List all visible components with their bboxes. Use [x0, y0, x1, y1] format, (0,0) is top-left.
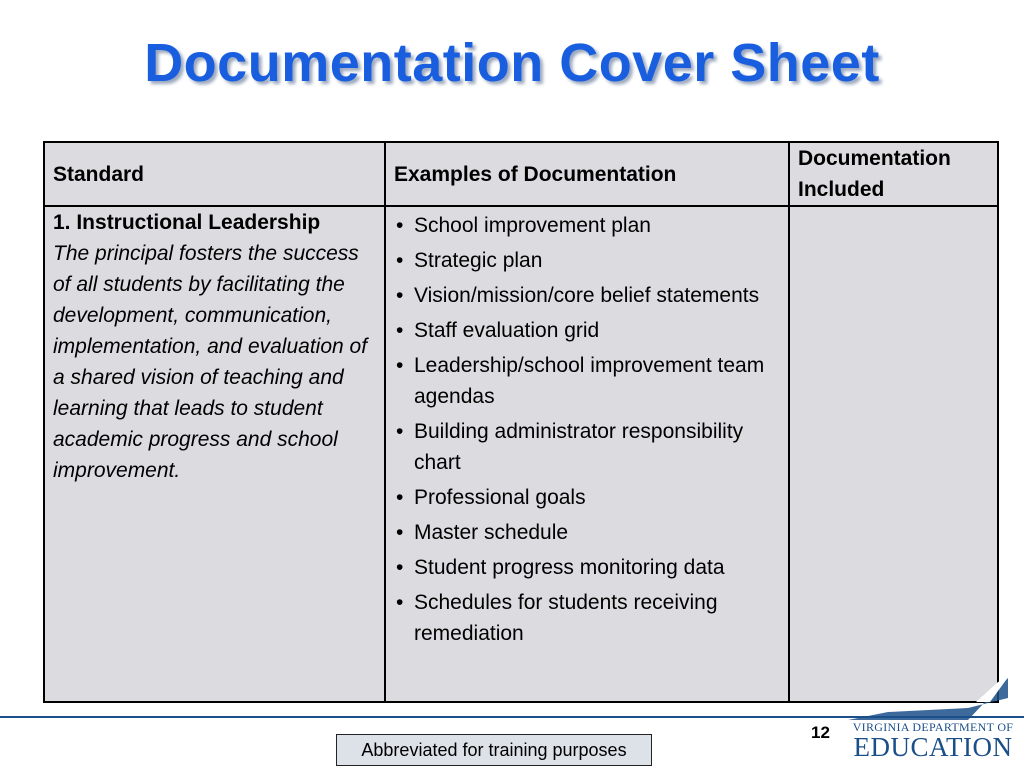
standard-title: 1. Instructional Leadership [53, 211, 321, 234]
documentation-table [43, 141, 999, 703]
list-item: • Master schedule [394, 517, 780, 548]
list-item: • Vision/mission/core belief statements [394, 280, 780, 311]
examples-list [394, 207, 780, 649]
vdoe-logo [848, 676, 1018, 764]
list-item: • Strategic plan [394, 245, 780, 276]
page-number: 12 [811, 723, 830, 742]
slide-title: Documentation Cover Sheet [144, 33, 880, 93]
standard-cell [44, 206, 385, 702]
list-item: • Leadership/school improvement team agendas [394, 350, 780, 412]
header-standard: Standard [44, 142, 385, 206]
training-note: Abbreviated for training purposes [336, 734, 652, 766]
header-included: Documentation Included [789, 142, 998, 206]
documentation-included-cell[interactable] [789, 206, 998, 702]
logo-text-line2: EDUCATION [853, 732, 1013, 762]
list-item: • Schedules for students receiving remediation [394, 587, 780, 649]
logo-mark-icon [848, 676, 1018, 720]
table-row [44, 206, 998, 702]
standard-description: The principal fosters the success of all students by facilitating the development, communication, implementation, and evaluation of a shared vision of teaching and learning that leads to student academic progress and school improvement. [53, 242, 368, 482]
header-examples: Examples of Documentation [385, 142, 789, 206]
logo-text-line1: VIRGINIA DEPARTMENT OF [852, 720, 1014, 734]
table-header-row [44, 142, 998, 206]
list-item: • Staff evaluation grid [394, 315, 780, 346]
list-item: • School improvement plan [394, 210, 780, 241]
examples-cell [385, 206, 789, 702]
list-item: • Professional goals [394, 482, 780, 513]
list-item: • Student progress monitoring data [394, 552, 780, 583]
list-item: • Building administrator responsibility chart [394, 416, 780, 478]
